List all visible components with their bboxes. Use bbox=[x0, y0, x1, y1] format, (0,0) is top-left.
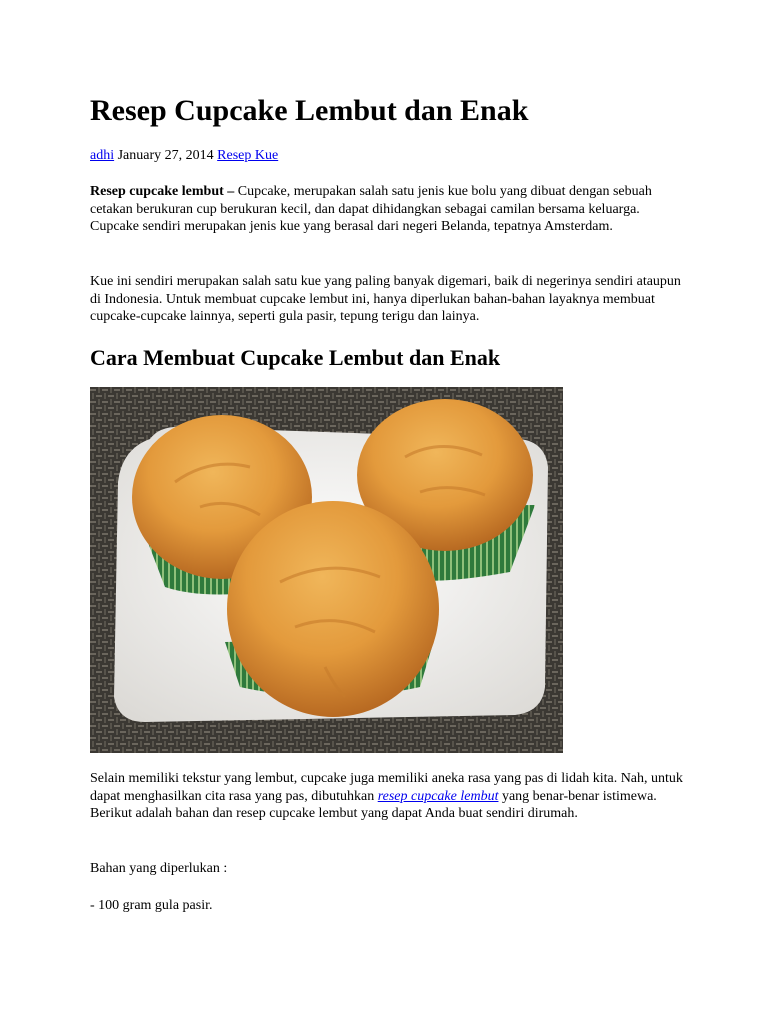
category-link[interactable]: Resep Kue bbox=[217, 148, 279, 163]
intro-bold: Resep cupcake lembut – bbox=[90, 184, 235, 199]
recipe-link[interactable]: resep cupcake lembut bbox=[377, 788, 499, 804]
author-link[interactable]: adhi bbox=[90, 148, 115, 163]
post-date: January 27, 2014 bbox=[117, 148, 214, 163]
p3-text-before: Selain memiliki tekstur yang lembut, cupcake juga memiliki aneka rasa yang pas di lidah kita. Nah, untuk dapat menghasilkan cita rasa yang pas, dibutuhkan bbox=[90, 771, 683, 804]
article-title: Resep Cupcake Lembut dan Enak bbox=[90, 94, 529, 127]
ingredients-intro: Bahan yang diperlukan : bbox=[90, 861, 228, 876]
intro-text: Cupcake, merupakan salah satu jenis kue bolu yang dibuat dengan sebuah cetakan berukuran cup berukuran kecil, dan dapat dihidangkan sebagai camilan bersama keluarga. Cupcake sendiri merupakan jenis kue yang berasal dari negeri Belanda, tepatnya Amsterdam. bbox=[90, 184, 652, 234]
section-heading: Cara Membuat Cupcake Lembut dan Enak bbox=[90, 345, 501, 370]
article-meta bbox=[90, 147, 278, 165]
second-paragraph: Kue ini sendiri merupakan salah satu kue yang paling banyak digemari, baik di negerinya sendiri ataupun di Indonesia. Untuk membuat cupcake lembut ini, hanya diperlukan bahan-bahan layaknya membuat cupcake-cupcake lainnya, seperti gula pasir, tepung terigu dan lainya. bbox=[90, 274, 681, 324]
third-paragraph bbox=[90, 770, 690, 823]
ingredient-item: - 100 gram gula pasir. bbox=[90, 898, 213, 913]
intro-paragraph bbox=[90, 183, 690, 236]
cupcake-photo bbox=[90, 387, 563, 753]
p3-text-after: yang benar-benar istimewa. Berikut adalah bahan dan resep cupcake lembut yang dapat Anda buat sendiri dirumah. bbox=[90, 788, 657, 821]
